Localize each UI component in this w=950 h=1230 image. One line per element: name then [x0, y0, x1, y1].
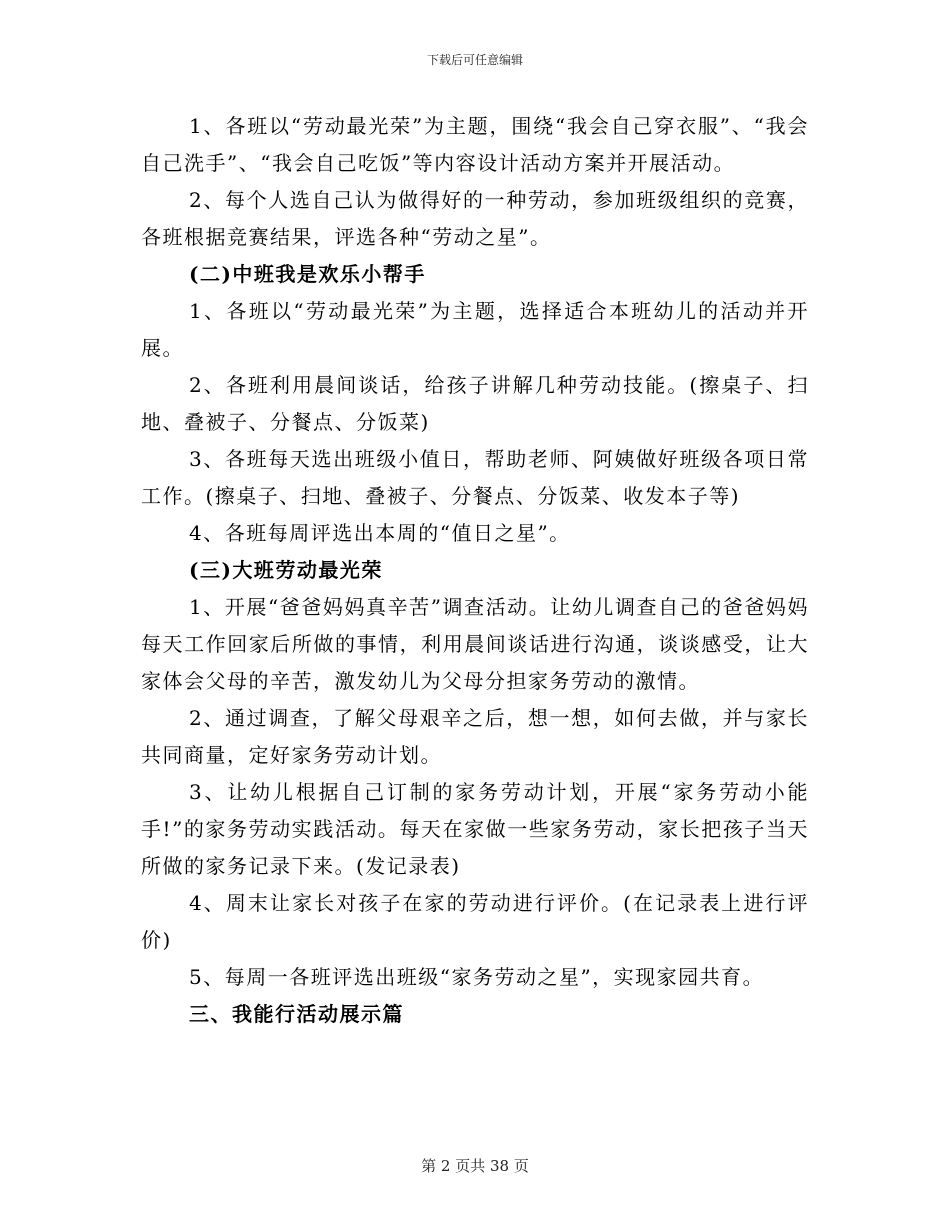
section-heading: 三、我能行活动展示篇 [189, 1002, 404, 1026]
page-number: 第 2 页共 38 页 [421, 1157, 529, 1175]
paragraph: 2、通过调查，了解父母艰辛之后，想一想，如何去做，并与家长共同商量，定好家务劳动计划。 [141, 706, 809, 767]
paragraph: 3、各班每天选出班级小值日，帮助老师、阿姨做好班级各项日常工作。(擦桌子、扫地、叠被子、分餐点、分饭菜、收发本子等) [141, 447, 809, 508]
paragraph: 1、各班以“劳动最光荣”为主题，围绕“我会自己穿衣服”、“我会自己洗手”、“我会自己吃饭”等内容设计活动方案并开展活动。 [141, 114, 809, 175]
document-body [141, 108, 809, 1033]
page-header: 下载后可任意编辑 [426, 53, 523, 67]
paragraph: 5、每周一各班评选出班级“家务劳动之星”，实现家园共育。 [189, 965, 765, 989]
paragraph: 2、各班利用晨间谈话，给孩子讲解几种劳动技能。(擦桌子、扫地、叠被子、分餐点、分饭菜) [141, 373, 809, 434]
paragraph: 3、让幼儿根据自己订制的家务劳动计划，开展“家务劳动小能手!”的家务劳动实践活动。每天在家做一些家务劳动，家长把孩子当天所做的家务记录下来。(发记录表) [141, 780, 809, 878]
paragraph: 4、周末让家长对孩子在家的劳动进行评价。(在记录表上进行评价) [141, 891, 809, 952]
paragraph: 4、各班每周评选出本周的“值日之星”。 [189, 521, 571, 545]
paragraph: 2、每个人选自己认为做得好的一种劳动，参加班级组织的竞赛，各班根据竞赛结果，评选各种“劳动之星”。 [141, 188, 809, 249]
paragraph: 1、各班以“劳动最光荣”为主题，选择适合本班幼儿的活动并开展。 [141, 299, 809, 360]
section-heading: (二)中班我是欢乐小帮手 [189, 262, 426, 286]
paragraph: 1、开展“爸爸妈妈真辛苦”调查活动。让幼儿调查自己的爸爸妈妈每天工作回家后所做的事情，利用晨间谈话进行沟通，谈谈感受，让大家体会父母的辛苦，激发幼儿为父母分担家务劳动的激情。 [141, 595, 809, 693]
section-heading: (三)大班劳动最光荣 [189, 558, 383, 582]
